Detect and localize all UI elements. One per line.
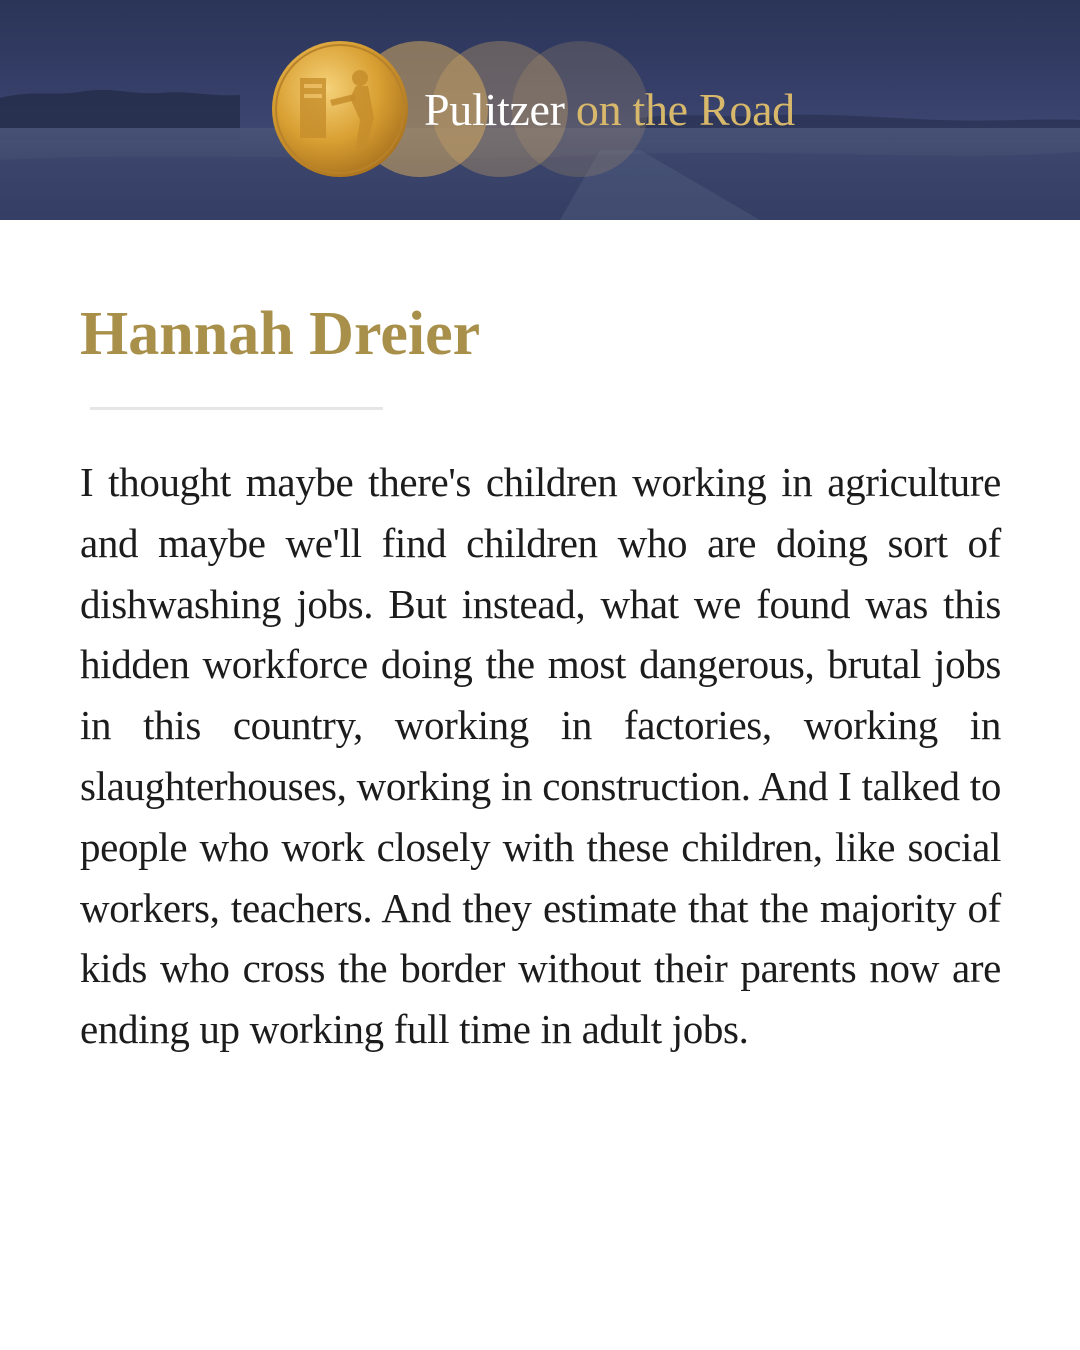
- divider: [90, 407, 383, 410]
- brand-title: [424, 82, 795, 138]
- brand-primary-text: Pulitzer: [424, 84, 565, 135]
- brand-secondary-text: on the Road: [575, 84, 795, 135]
- speaker-name: Hannah Dreier: [80, 300, 481, 368]
- header-banner: [0, 0, 1080, 220]
- quote-text: I thought maybe there's children working in agriculture and maybe we'll find children who are doing sort of dishwashing jobs. But instead, what we found was this hidden workforce doing the most dangerous, brutal jobs in this country, working in factories, working in slaughterhouses, working in construction. And I talked to people who work closely with these children, like social workers, teachers. And they estimate that the majority of kids who cross the border without their parents now are ending up working full time in adult jobs.: [80, 459, 1001, 1053]
